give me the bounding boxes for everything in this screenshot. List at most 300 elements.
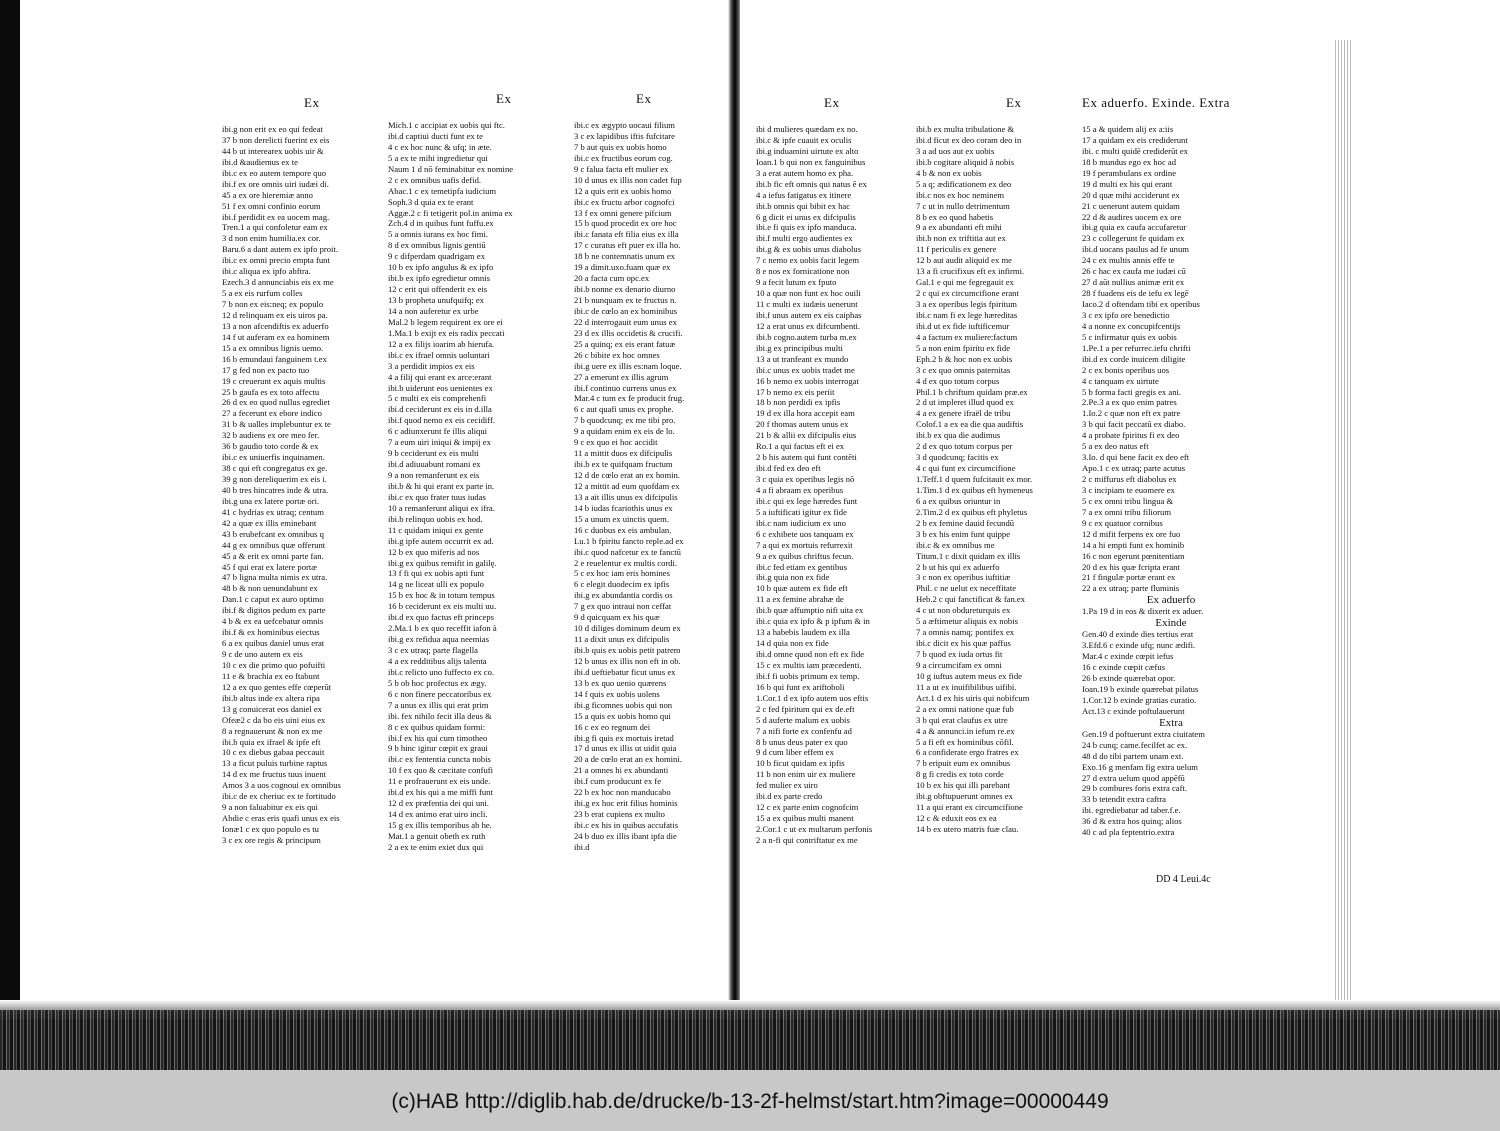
concordance-line: fed mulier ex uiro	[756, 780, 818, 791]
concordance-line: 13 a ait illis unus ex difcipulis	[574, 491, 678, 502]
concordance-line: 2 c fed fpiritum qui ex de.eft	[756, 703, 855, 714]
concordance-line: 6 c elegit duodecim ex ipfis	[574, 579, 670, 590]
concordance-line: 3.Io. d qui bene facit ex deo eft	[1082, 452, 1190, 463]
concordance-line: ibi.d ex corde inuicem diligite	[1082, 353, 1186, 364]
concordance-line: Mar.4 c tum ex fe producit frug.	[574, 393, 685, 404]
concordance-line: 20 f thomas autem unus ex	[756, 419, 849, 430]
concordance-line: 16 b ceciderunt ex eis multi uu.	[388, 601, 497, 612]
concordance-line: 27 d extra uelum quod appēfū	[1082, 772, 1185, 783]
concordance-line: 36 d & extra hos quinq; alios	[1082, 816, 1182, 827]
concordance-line: 9 a circumcifam ex omni	[916, 659, 1002, 670]
concordance-line: ibi.d ut ex fide iuftificemur	[916, 320, 1010, 331]
concordance-line: Ioan.19 b exinde quærebat pilatus	[1082, 683, 1199, 694]
concordance-line: 5 d auferte malum ex uobis	[756, 714, 850, 725]
concordance-line: ibi.g ex principibus multi	[756, 342, 843, 353]
concordance-line: 27 d aūt nullius animæ erit ex	[1082, 277, 1185, 288]
concordance-line: 3 d non enim humilia.ex cor.	[222, 233, 321, 244]
concordance-line: 3 c ex ipfo ore benedictio	[1082, 309, 1170, 320]
concordance-line: 21 f fingulæ portæ erant ex	[1082, 572, 1176, 583]
concordance-line: ibi.c ex fructu arbor cognofci	[574, 196, 675, 207]
concordance-line: ibi.c ex quo frater tuus iudas	[388, 491, 486, 502]
concordance-line: 3 a perdidit impios ex eis	[388, 360, 475, 371]
concordance-line: Apo.1 c ex utraq; parte acutus	[1082, 463, 1186, 474]
concordance-line: 11 e profrauerunt ex eis unde.	[388, 776, 491, 787]
concordance-line: 5 a ex te mihi ingredietur qui	[388, 152, 488, 163]
concordance-line: 7 b quodcunq; ex me tibi pro.	[574, 415, 676, 426]
concordance-line: 4 a iefus fatigatus ex itinere	[756, 189, 852, 200]
concordance-line: 8 d ex omnibus lignis gentiū	[388, 240, 486, 251]
concordance-line: 2 d ut impleret illud quod ex	[916, 397, 1014, 408]
concordance-line: 2 c qui ex circumcifione erant	[916, 288, 1019, 299]
concordance-line: 5 a non enim fpiritu ex fide	[916, 342, 1011, 353]
concordance-line: 16 c duobus ex eis ambulan.	[574, 524, 672, 535]
concordance-line: 3.Efd.6 c exinde ufq; nunc ædifi.	[1082, 640, 1196, 651]
concordance-line: Gal.1 e qui me fegregauit ex	[916, 277, 1014, 288]
concordance-line: 15 a ex omnibus lignis uemo.	[222, 342, 324, 353]
concordance-line: 7 a qui ex mortuis refurrexit	[756, 539, 853, 550]
concordance-line: ibi.d ex parte credo	[756, 791, 823, 802]
concordance-line: 15 b quod procedit ex ore hoc	[574, 218, 677, 229]
concordance-line: 21 b nunquam ex te fructus n.	[574, 295, 677, 305]
concordance-line: ibi.c quia ex ipfo & p ipfum & in	[756, 616, 870, 627]
concordance-line: ibi.c ex ifrael omnis uoluntari	[388, 349, 490, 360]
concordance-line: 4 a ex redditibus alijs talenta	[388, 655, 487, 666]
concordance-line: 23 c collegerunt fe quidam ex	[1082, 233, 1185, 244]
concordance-line: 16 c exinde cœpit cæfus	[1082, 662, 1166, 673]
concordance-line: 7 a omnis namq; pontifex ex	[916, 627, 1015, 638]
footer-bar	[0, 1070, 1500, 1131]
concordance-line: 9 a non remanferunt ex eis	[388, 470, 480, 480]
column-5	[916, 95, 1088, 835]
concordance-line: ibi.d ficut ex deo coram deo in	[916, 134, 1022, 145]
concordance-line: ibi.d ueftiebatur ficut unus ex	[574, 666, 676, 677]
concordance-line: 2 b ex femine dauid fecundū	[916, 517, 1015, 528]
concordance-line: 1.Pa 19 d in eos & dixerit ex aduer.	[1082, 606, 1204, 617]
concordance-line: ibi.d ex his qui a me miffi funt	[388, 787, 493, 798]
concordance-line: ibi.b cogitare aliquid à nobis	[916, 156, 1015, 167]
concordance-line: 13 b propheta unufquifq; ex	[388, 295, 484, 305]
concordance-line: Tren.1 a qui confoletur eam ex	[222, 222, 328, 233]
concordance-line: 3 b qui erat claufus ex utre	[916, 714, 1008, 725]
concordance-line: 47 b ligna multa nimis ex utra.	[222, 572, 328, 583]
concordance-line: 2 a ex omni natione quæ fub	[916, 703, 1014, 714]
concordance-line: 14 d quia non ex fide	[756, 638, 829, 649]
concordance-line: ibi.b ex qua die audimus	[916, 430, 1001, 441]
concordance-line: ibi.f ex ore omnis uiri iudæi di.	[222, 178, 329, 189]
concordance-line: 3 c non ex operibus iuftitiæ	[916, 572, 1011, 583]
concordance-line: 23 d ex illis occidetis & crucifi.	[574, 327, 683, 338]
concordance-line: 12 a ex filijs ioarim ab hierufa.	[388, 338, 495, 349]
concordance-line: 39 g non dereliquerim ex eis i.	[222, 474, 327, 484]
concordance-line: 5 a ex eis rurfum colles	[222, 288, 303, 299]
concordance-line: Zch.4 d in quibus funt fuffu.ex	[388, 218, 494, 229]
concordance-line: 4 c ex hoc nunc & ufq; in æte.	[388, 141, 492, 152]
concordance-line: 2.Tim.2 d ex quibus eft phyletus	[916, 506, 1028, 517]
concordance-line: ibi.c ex uniuerfis inquinamen.	[222, 452, 325, 463]
concordance-line: Act.1 d ex his uiris qui nobifcum	[916, 692, 1030, 703]
concordance-line: Eph.2 b & hoc non ex uobis	[916, 353, 1013, 364]
concordance-line: 14 b ex utero matris fuæ clau.	[916, 824, 1019, 834]
concordance-line: 13 a ut tranfeant ex mundo	[756, 353, 849, 364]
concordance-line: Naum 1 d nō feminabitur ex nomine	[388, 163, 514, 174]
concordance-line: 45 f qui erat ex latere portæ	[222, 561, 317, 572]
concordance-line: 27 a fecerunt ex ebore indico	[222, 408, 322, 419]
concordance-line: 31 b & ualles implebuntur ex te	[222, 419, 331, 430]
concordance-line: 10 d unus ex illis non cadet fup	[574, 174, 682, 185]
concordance-line: 19 d ex illa hora accepit eam	[756, 408, 855, 419]
concordance-line: 11 c quidam iniqui ex gente	[388, 524, 484, 535]
concordance-line: 51 f ex omni confinio eorum	[222, 200, 321, 211]
concordance-line: 20 d ex his quæ fcripta erant	[1082, 561, 1180, 572]
concordance-line: ibi.b quæ affumptio nifi uita ex	[756, 605, 864, 616]
concordance-line: Colof.1 a ex ea die qua audiftis	[916, 419, 1024, 430]
concordance-line: 2.Cor.1 c ut ex multarum perfonis	[756, 824, 873, 834]
concordance-line: 12 b aut audit aliquid ex me	[916, 255, 1012, 266]
concordance-line: ibi.e fi quis ex ipfo manduca.	[756, 222, 857, 233]
concordance-line: 5 c ex hoc iam eris homines	[574, 568, 670, 579]
concordance-line: 17 g fed non ex pacto tuo	[222, 364, 310, 375]
concordance-line: 7 b non ex eis:neq; ex populo	[222, 299, 324, 309]
concordance-line: Gen.19 d poftuerunt extra ciuitatem	[1082, 728, 1205, 739]
concordance-line: 32 b audiens ex ore meo fer.	[222, 430, 320, 441]
column-header: Ex	[496, 91, 512, 106]
concordance-line: ibi.c nam iudicium ex uno	[756, 517, 846, 528]
concordance-line: 4 a & annunci.in iefum re.ex	[916, 725, 1015, 736]
concordance-line: 14 f quis ex uobis uolens	[574, 688, 660, 699]
concordance-line: ibi.d adiuuabunt romani ex	[388, 459, 481, 470]
concordance-line: ibi.g ipfe autem occurrit ex ad.	[388, 535, 494, 546]
concordance-line: 24 b duo ex illis ibant ipfa die	[574, 830, 677, 841]
concordance-line: 7 g ex quo intraui non ceffat	[574, 601, 672, 612]
concordance-line: 26 d ex eo quod nullus egrediet	[222, 397, 330, 408]
concordance-line: ibi.g induamini uirtute ex alto	[756, 145, 859, 156]
concordance-line: Ezech.3 d annunciabis eis ex me	[222, 277, 334, 288]
concordance-line: 10 c ex die primo quo pofuifti	[222, 659, 326, 670]
concordance-line: 7 a ex omni tribu filiorum	[1082, 506, 1172, 517]
concordance-line: 2.Pe.3 a ex quo enim patres	[1082, 397, 1177, 408]
concordance-line: ibi.b ex ipfo egredietur omnis	[388, 273, 490, 284]
concordance-line: 9 c ex quo ei hoc accidit	[574, 437, 658, 448]
concordance-line: 10 b ex his qui illi parebant	[916, 780, 1011, 791]
concordance-line: ibi.c ex fructibus eorum cog.	[574, 152, 673, 163]
concordance-line: 44 b ut interearex uobis uir &	[222, 145, 324, 156]
concordance-line: 40 c ad pla feptentrio.extra	[1082, 827, 1175, 838]
concordance-line: ibi.b altus inde ex altera ripa	[222, 692, 320, 703]
concordance-line: ibi.g & ex uobis unus diabolus	[756, 244, 862, 255]
concordance-line: 36 b gaudio toto corde & ex	[222, 441, 319, 452]
concordance-line: 7 c nemo ex uobis facit legem	[756, 255, 860, 266]
column-header: Ex	[304, 95, 320, 110]
concordance-line: 40 b tres hincatres inde & utra.	[222, 484, 329, 495]
concordance-line: 17 d unus ex illis ut uidit quia	[574, 743, 677, 754]
concordance-line: 2 c miffurus eft diabolus ex	[1082, 474, 1177, 484]
column-header: Ex aduerfo. Exinde. Extra	[1082, 95, 1230, 110]
concordance-line: Ionæ1 c ex quo populo es tu	[222, 824, 319, 834]
concordance-line: ibi.g ficomnes uobis qui non	[574, 699, 673, 710]
concordance-line: 4 a probate fpiritus fi ex deo	[1082, 430, 1180, 441]
concordance-line: 25 a quinq; ex eis erant fatuæ	[574, 338, 676, 349]
concordance-line: 20 a facta cum opc.ex	[574, 273, 650, 284]
concordance-line: 27 a emerunt ex illis agrum	[574, 371, 669, 382]
concordance-line: ibi.c quod nafcetur ex te fanctū	[574, 546, 681, 557]
concordance-line: 21 b & allii ex difcipulis eius	[756, 430, 857, 441]
concordance-line: 14 d ex animo erat uiro incli.	[388, 809, 488, 820]
concordance-line: 13 a ficut puluis turbine raptus	[222, 758, 328, 769]
page-edge	[1335, 0, 1500, 1020]
concordance-line: 26 b exinde quærebat opor.	[1082, 673, 1176, 683]
concordance-line: 26 c hac ex caufa me iudæi cū	[1082, 266, 1186, 277]
concordance-line: 16 b emundaui fanguinem t.ex	[222, 353, 327, 364]
concordance-line: 11 c multi ex iudæis uenerunt	[756, 299, 858, 309]
footer-credit: (c)HAB http://diglib.hab.de/drucke/b-13-2f-helmst/start.htm?image=00000449	[391, 1090, 1109, 1113]
concordance-line: 10 c ex diebus gabaa peccauit	[222, 747, 325, 758]
concordance-line: 13 g conuicerat eos daniel ex	[222, 703, 322, 714]
column-6	[1082, 95, 1260, 838]
concordance-line: 5 c multi ex eis comprehenfi	[388, 393, 487, 404]
concordance-line: 9 b ceciderunt ex eis multi	[388, 448, 479, 459]
concordance-line: 1.Ma.1 b exijt ex eis radix peccati	[388, 327, 505, 338]
concordance-line: ibi.b uiderunt eos uenientes ex	[388, 382, 493, 393]
concordance-line: 5 a fi eft ex hominibus cōfil.	[916, 736, 1014, 747]
concordance-line: 4 d ex quo totum corpus	[916, 375, 1000, 386]
concordance-line: 3 c incipiam te euomere ex	[1082, 484, 1175, 495]
concordance-line: 12 a ex quo gentes effe cœperūt	[222, 681, 332, 692]
concordance-line: 2 b ut his qui ex aduerfo	[916, 561, 1000, 572]
concordance-line: 22 d & audires uocem ex ore	[1082, 211, 1182, 222]
concordance-line: ibi.c relicto uno fuffecto ex co.	[388, 666, 495, 677]
concordance-line: 7 a eum uiri iniqui & impij ex	[388, 437, 491, 448]
concordance-line: 15 b ex hoc & in totum tempus	[388, 590, 495, 601]
concordance-line: 21 c uenerunt autem quidam	[1082, 200, 1180, 211]
concordance-line: 4 b & ex ea uefcebatur omnis	[222, 616, 324, 627]
concordance-line: ibi.b nonne ex denario diurno	[574, 284, 676, 295]
concordance-line: 15 a & quidem alij ex a:iis	[1082, 124, 1174, 134]
concordance-line: 12 d ex præfentia dei qui uni.	[388, 798, 489, 809]
concordance-line: 37 b non derelicti fuerint ex eis	[222, 134, 330, 145]
concordance-line: 12 b unus ex illis non eft in ob.	[574, 655, 681, 666]
concordance-line: 8 c ex quibus quidam formi:	[388, 721, 486, 732]
concordance-line: ibi.f unus autem ex eis caiphas	[756, 309, 862, 320]
concordance-line: 18 b mundus ego ex hoc ad	[1082, 156, 1177, 167]
concordance-line: 18 b ne contemnatis unum ex	[574, 251, 675, 262]
concordance-line: 12 a mittit ad eum quofdam ex	[574, 480, 680, 491]
concordance-line: 13 a fi crucifixus eft ex infirmi.	[916, 266, 1025, 277]
concordance-line: 14 d ex me fructus tuus inuent	[222, 769, 327, 780]
concordance-line: 4 a fi abraam ex operibus	[756, 484, 844, 495]
concordance-line: 11 a qui erant ex circumcifione	[916, 802, 1023, 813]
concordance-line: 3 a erat autem homo ex pha.	[756, 167, 854, 178]
concordance-line: 14 a non auferetur ex urbe	[388, 305, 479, 316]
concordance-line: ibi.b ex te quifquam fructum	[574, 459, 673, 470]
concordance-line: 6 c adiunxerunt fe illis aliqui	[388, 426, 488, 437]
concordance-line: 45 a & erit ex omni parte fan.	[222, 550, 324, 561]
concordance-line: 43 b erubefcant ex omnibus q	[222, 528, 324, 539]
concordance-line: Titum.1 c dixit quidam ex illis	[916, 550, 1021, 561]
concordance-line: 11 f periculis ex genere	[916, 244, 997, 255]
concordance-line: ibi.c ex fententia cuncta nobis	[388, 754, 491, 765]
concordance-line: ibi.c dicit ex his quæ paffus	[916, 638, 1011, 649]
concordance-line: ibi.c & ex omnibus me	[916, 539, 995, 550]
concordance-line: 10 a remanferunt aliqui ex ifra.	[388, 502, 495, 513]
concordance-line: 19 c creuerunt ex aquis multis	[222, 375, 326, 386]
signature-mark: DD 4 Leui.4c	[1156, 874, 1211, 885]
concordance-line: 12 d de cœlo erat an ex homin.	[574, 470, 680, 480]
concordance-line: 2.Ma.1 b ex quo receffit iafon à	[388, 623, 497, 634]
concordance-line: Mich.1 c accipiat ex uobis qui ftc.	[388, 120, 505, 130]
column-1	[222, 95, 382, 846]
concordance-line: 12 d mifit ferpens ex ore fuo	[1082, 528, 1181, 539]
concordance-line: 3 c ex lapidibus iftis fufcitare	[574, 130, 675, 141]
concordance-line: ibi.c ex omni precio empta funt	[222, 255, 330, 266]
concordance-line: 13 a non afcendiftis ex aduerfo	[222, 320, 329, 331]
concordance-line: Aggæ.2 c fi tetigerit pol.in anima ex	[388, 207, 513, 218]
concordance-line: 5 b forma facti gregis ex ani.	[1082, 386, 1182, 397]
concordance-line: Phil. c ne uelut ex neceffitate	[916, 583, 1017, 594]
concordance-line: ibi.c nam fi ex lege hæreditas	[916, 309, 1018, 320]
concordance-line: 1.Teff.1 d quem fufcitauit ex mor.	[916, 474, 1033, 484]
concordance-line: 4 b & non ex uobis	[916, 167, 982, 178]
concordance-line: 17 a quidam ex eis crediderunt	[1082, 134, 1188, 145]
concordance-line: 8 a regnauerunt & non ex me	[222, 725, 323, 736]
concordance-line: 41 c hydrias ex utraq; centum	[222, 506, 324, 517]
concordance-line: Soph.3 d quia ex te erant	[388, 196, 474, 207]
concordance-line: 18 b non perdidi ex ipfis	[756, 397, 841, 408]
concordance-line: 45 a ex ore hieremiæ anno	[222, 189, 313, 200]
concordance-line: ibi.f ex his qui cum timotheo	[388, 732, 488, 743]
concordance-line: 9 c ex quatuor cornibus	[1082, 517, 1163, 528]
concordance-line: ibi.b ex multa tribulatione &	[916, 124, 1015, 134]
concordance-line: 15 a quis ex uobis homo qui	[574, 710, 671, 721]
concordance-line: 48 d do tibi partem unam ext.	[1082, 750, 1184, 761]
concordance-line: 22 d interrogauit eum unus ex	[574, 316, 677, 327]
concordance-line: 2 c ex omnibus uafis defid.	[388, 174, 482, 185]
concordance-line: ibi.d omne quod non eft ex fide	[756, 649, 865, 659]
concordance-line: ibi.d captiui ducti funt ex te	[388, 130, 483, 141]
concordance-line: 29 b combures foris extra caft.	[1082, 783, 1187, 794]
concordance-line: 6 c non finere peccatoribus ex	[388, 688, 492, 699]
concordance-line: 4 a factum ex muliere:factum	[916, 331, 1018, 342]
concordance-line: 12 c erit qui offenderit ex eis	[388, 284, 488, 295]
concordance-line: 7 b eripuit eum ex omnibus	[916, 758, 1011, 769]
concordance-line: Mar.4 c exinde cœpit iefus	[1082, 651, 1174, 662]
concordance-line: Heb.2 c qui fanctificat & fan.ex	[916, 594, 1026, 605]
concordance-line: 5 a omnis iurans ex hoc fimi.	[388, 229, 489, 240]
concordance-line: ibi.b relinquo uobis ex hod.	[388, 513, 483, 524]
concordance-line: 11 a ut ex inuifibilibus uifibi.	[916, 681, 1017, 692]
concordance-line: 3 c quia ex operibus legis nō	[756, 474, 855, 484]
concordance-line: 9 a ex abundanti eft mihi	[916, 222, 1002, 233]
concordance-line: 8 e nos ex fornicatione non	[756, 266, 850, 277]
concordance-line: 19 d multi ex his qui erant	[1082, 178, 1173, 189]
concordance-line: 2 a n-fi qui contriftatur ex me	[756, 834, 858, 845]
concordance-line: 12 c ex parte enim cognofcim	[756, 802, 859, 813]
concordance-line: 6 c aut quafi unus ex prophe.	[574, 404, 674, 415]
concordance-line: ibi.g ex quibus remifit in galilę.	[388, 557, 497, 568]
column-3	[574, 91, 720, 853]
concordance-line: ibi.c aliqua ex ipfo abftra.	[222, 266, 311, 277]
concordance-line: ibi.c & ipfe cuauit ex oculis	[756, 134, 852, 145]
concordance-line: 9 a quidam enim ex eis de lo.	[574, 426, 675, 437]
concordance-line: 16 b qui funt ex ariftoboli	[756, 681, 845, 692]
column-header: Ex	[1006, 95, 1022, 110]
concordance-line: 4 c qui funt ex circumcifione	[916, 463, 1016, 474]
concordance-line: 3 d quodcunq; facitis ex	[916, 452, 999, 463]
concordance-line: Phil.1 b chriftum quidam præ.ex	[916, 386, 1028, 397]
concordance-line: 9 a ex quibus chriftus fecun.	[756, 550, 854, 561]
concordance-line: 1.Cor.1 d ex ipfo autem uos eftis	[756, 692, 869, 703]
concordance-line: ibi.c ex his in quibus accufatis	[574, 820, 679, 830]
concordance-line: Act.13 c exinde poftulauerunt	[1082, 705, 1185, 716]
concordance-line: ibi.g fi quis ex mortuis iretad	[574, 732, 674, 743]
concordance-line: 19 f perambulans ex ordine	[1082, 167, 1177, 178]
section-heading: Extra	[1159, 716, 1183, 729]
concordance-line: 4 c ut non obdureturquis ex	[916, 605, 1011, 616]
concordance-line: ibi.c de ex cheriuc ex te fortitudo	[222, 791, 336, 802]
concordance-line: 14 a hi empti funt ex hominib	[1082, 539, 1185, 550]
concordance-line: 38 c qui eft congregatus ex ge.	[222, 463, 328, 474]
concordance-line: 17 b nemo ex eis periit	[756, 386, 835, 397]
column-4	[756, 95, 936, 846]
concordance-line: ibi.b quia ex ifrael & ipfe eft	[222, 736, 321, 747]
concordance-line: 11 b non enim uir ex muliere	[756, 769, 856, 780]
concordance-line: 12 c & eduxit eos ex ea	[916, 813, 997, 824]
concordance-line: 6 a ex quibus oriuntur in	[916, 495, 1001, 506]
concordance-line: 11 a mittit duos ex difcipulis	[574, 448, 673, 459]
concordance-line: 44 g ex omnibus quæ offerunt	[222, 539, 326, 550]
concordance-line: 11 a dixit unus ex difcipulis	[574, 634, 670, 645]
concordance-line: ibi.c qui ex lege hæredes funt	[756, 495, 858, 506]
concordance-line: 11 a ex femine abrahæ de	[756, 594, 844, 605]
concordance-line: ibi.c de cœlo an ex hominibus	[574, 305, 678, 316]
concordance-line: 5 a iuftificati igitur ex fide	[756, 506, 847, 517]
concordance-line: ibi.b omnis qui bibit ex hac	[756, 200, 851, 211]
concordance-line: 8 g fi credis ex toto corde	[916, 769, 1004, 780]
concordance-line: 3 a ad uos aut ex uobis	[916, 145, 995, 156]
concordance-line: Ioan.1 b qui non ex fanguinibus	[756, 156, 866, 167]
concordance-line: ibi.d &audiemus ex te	[222, 156, 298, 167]
concordance-line: 10 f ex quo & cæcitate confufi	[388, 765, 494, 776]
concordance-line: 26 c bibite ex hoc omnes	[574, 349, 660, 360]
concordance-line: 6 a ex quibus daniel unus erat	[222, 638, 325, 649]
concordance-line: 3 c ex utraq; parte flagella	[388, 645, 478, 655]
concordance-line: ibi.f perdidit ex ea uocem mag.	[222, 211, 330, 222]
concordance-line: 2 b his autem qui funt contēti	[756, 452, 857, 463]
concordance-line: 8 b ex eo quod habetis	[916, 211, 994, 222]
concordance-line: 20 a de cœlo erat an ex homini.	[574, 754, 682, 765]
column-header: Ex	[636, 91, 652, 106]
concordance-line: ibi.f & ex hominibus eiectus	[222, 627, 320, 638]
concordance-line: 1.Io.2 c quæ non eft ex patre	[1082, 408, 1181, 419]
concordance-line: 13 f fi qui ex uobis apti funt	[388, 568, 485, 579]
concordance-line: 9 c difperdam quadrigam ex	[388, 251, 485, 262]
concordance-line: 12 b ex quo miferis ad nos	[388, 546, 480, 557]
concordance-line: Abdie c eras eris quafi unus ex eis	[222, 813, 340, 824]
concordance-line: ibi. c multi quidē crediderūt ex	[1082, 145, 1188, 156]
concordance-line: ibi.b non ex triftitia aut ex	[916, 233, 1006, 244]
concordance-line: ibi.g quia non ex fide	[756, 572, 830, 583]
concordance-line: ibi.c fed etiam ex gentibus	[756, 561, 847, 572]
concordance-line: 15 c ex multis iam præcedenti.	[756, 659, 862, 670]
concordance-line: 23 b erat cupiens ex multo	[574, 809, 665, 820]
concordance-line: 42 a quæ ex illis eminebant	[222, 517, 317, 528]
concordance-line: ibi.f multi ergo audientes ex	[756, 233, 853, 244]
concordance-line: 16 b nemo ex uobis interrogat	[756, 375, 859, 386]
concordance-line: 15 g ex illis temporibus ab he.	[388, 820, 492, 830]
concordance-line: 2 d ex quo totum corpus per	[916, 441, 1013, 452]
concordance-line: ibi.d ceciderunt ex eis in d.illa	[388, 404, 492, 415]
concordance-line: 9 a non faluabitur ex eis qui	[222, 802, 318, 813]
concordance-line: 1.Cor.12 b exinde gratias curatio.	[1082, 694, 1197, 705]
